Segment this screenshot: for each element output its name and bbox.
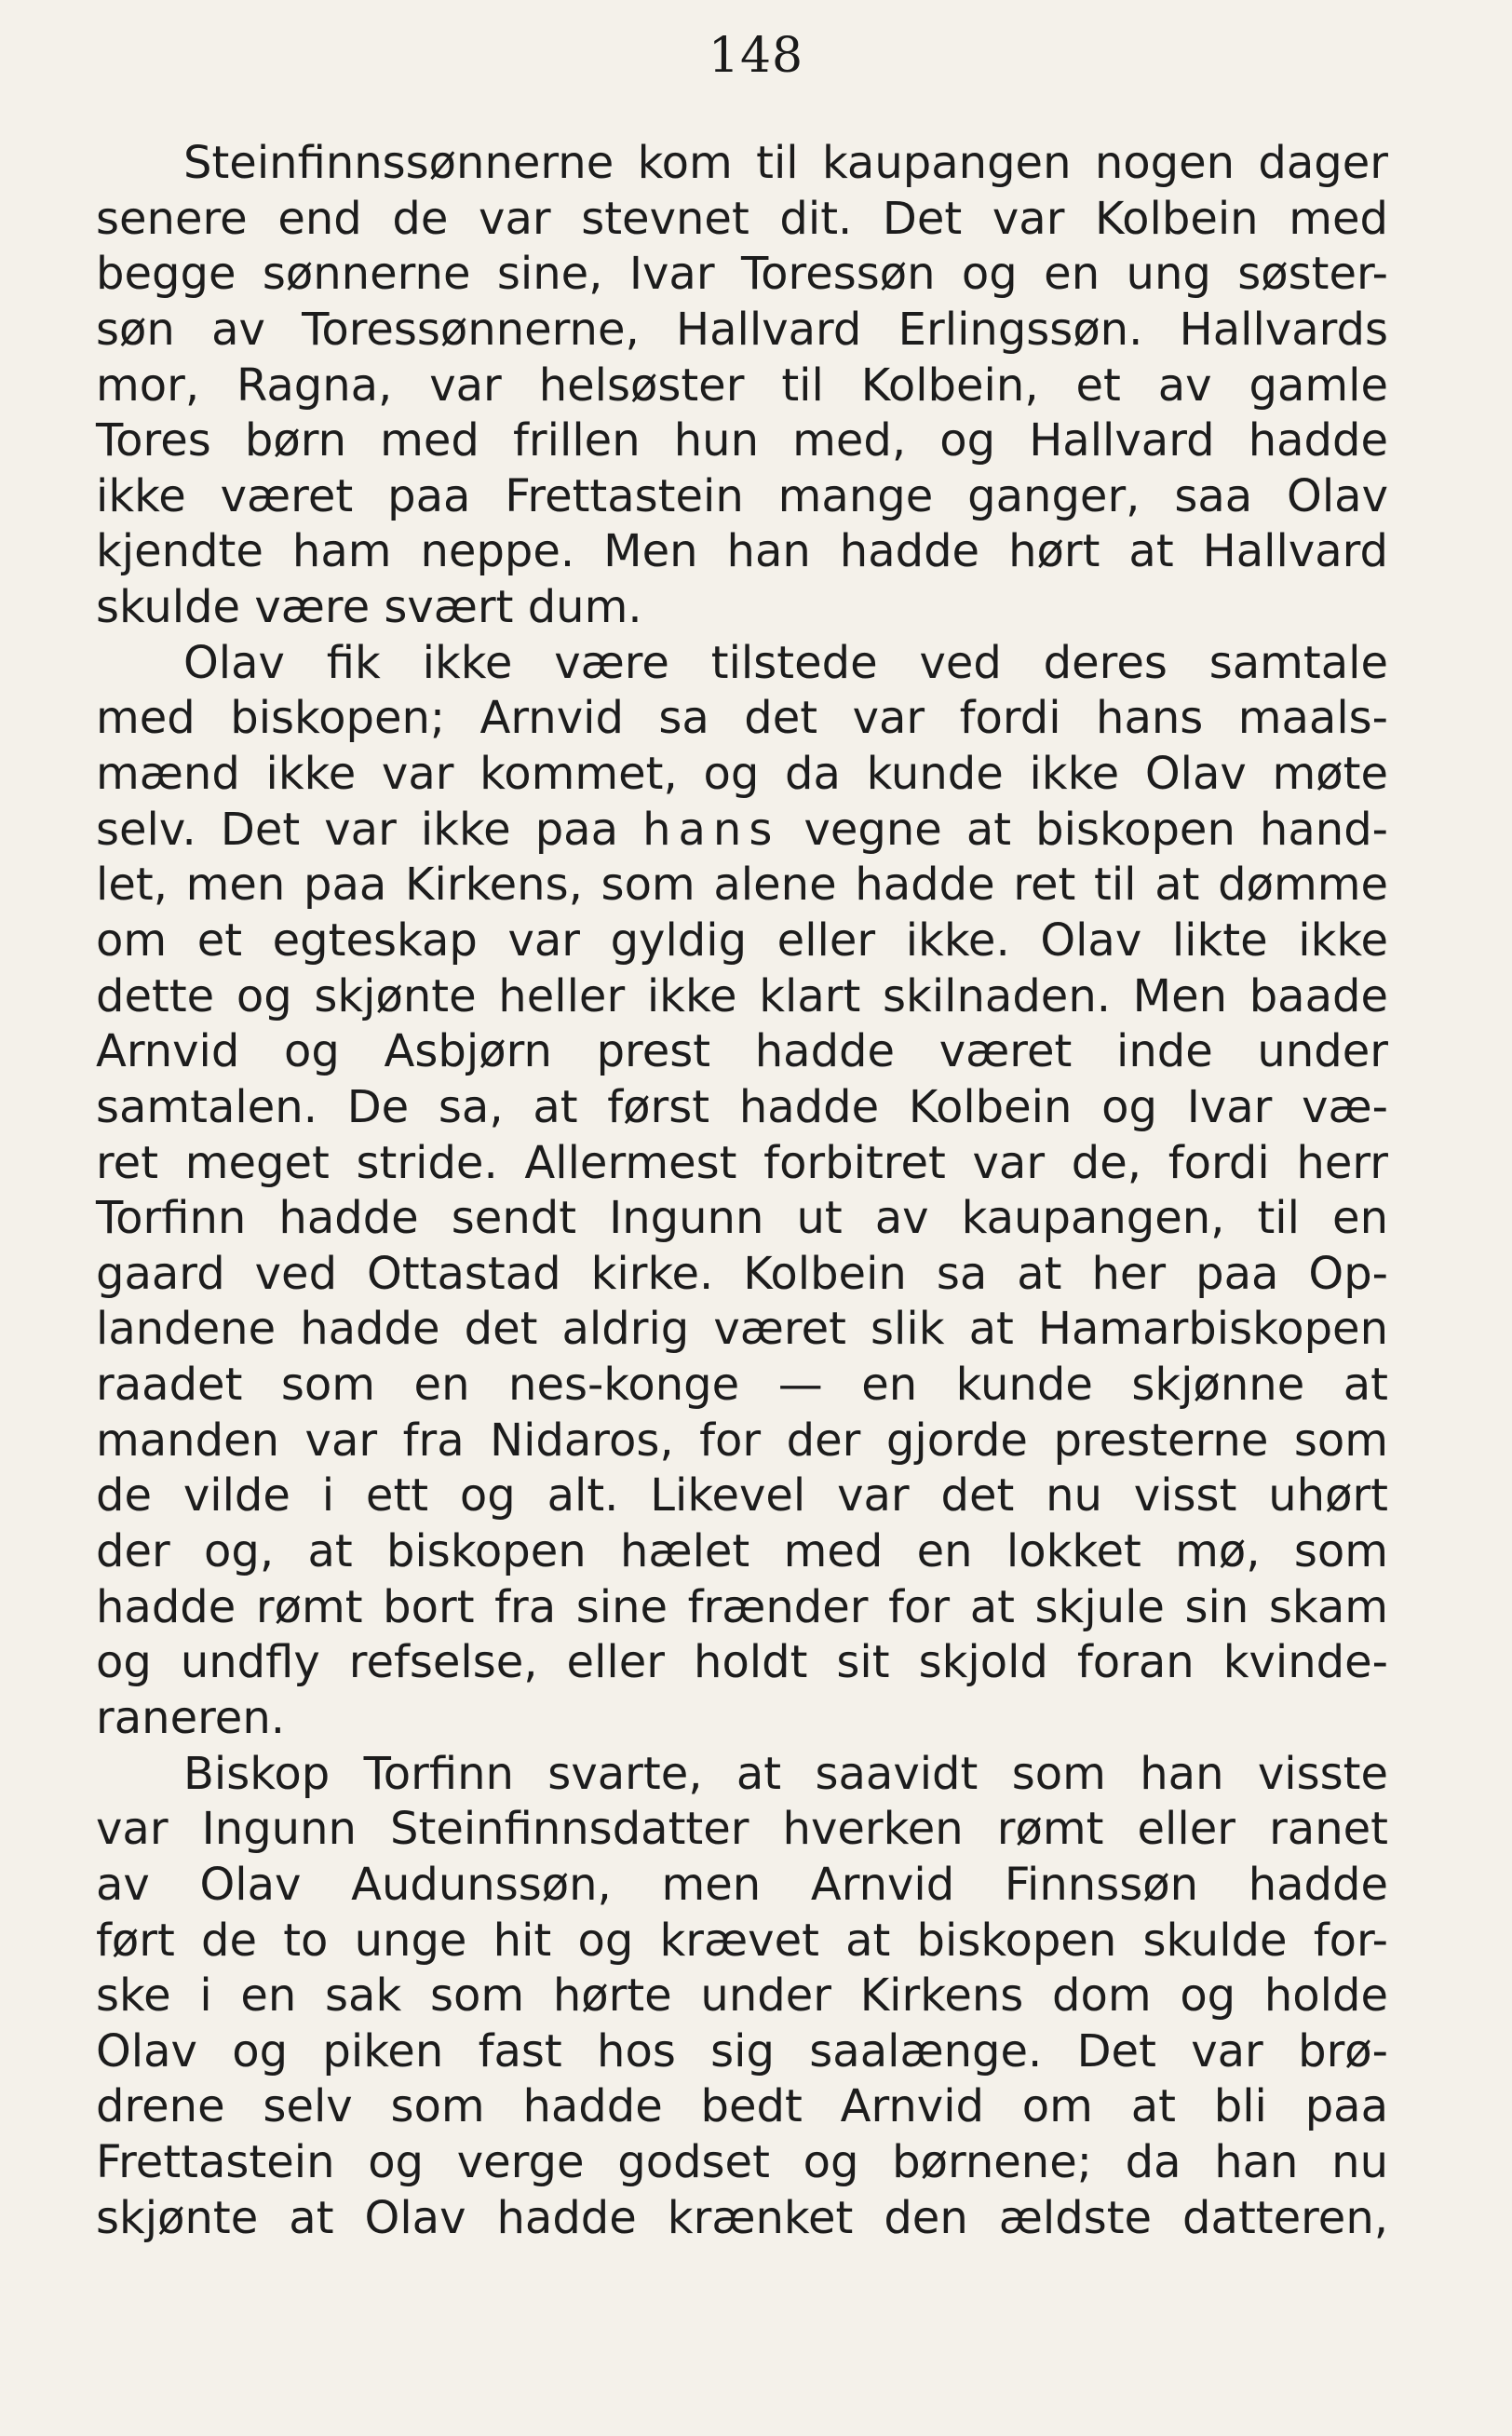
text-line: let, men paa Kirkens, som alene hadde ret til at dømme [96,859,1388,912]
text-line: søn av Toressønnerne, Hallvard Erlingssøn. Hallvards [96,303,1388,356]
text-line: ført de to unge hit og krævet at biskopen skulde for- [96,1914,1388,1967]
text-line: dette og skjønte heller ikke klart skilnaden. Men baade [96,969,1388,1022]
text-line: landene hadde det aldrig været slik at Hamarbiskopen [96,1303,1388,1356]
text-line: hadde rømt bort fra sine frænder for at skjule sin skam [96,1580,1388,1633]
text-segment: selv. Det var ikke paa [96,803,619,856]
text-line: kjendte ham neppe. Men han hadde hørt at Hallvard [96,525,1388,578]
text-line: Torfinn hadde sendt Ingunn ut av kaupangen, til en [96,1192,1388,1245]
page-number: 148 [708,28,804,84]
text-line: gaard ved Ottastad kirke. Kolbein sa at her paa Op- [96,1247,1388,1300]
text-line: og undfly refselse, eller holdt sit skjold foran kvinde- [96,1636,1388,1689]
text-line: skulde være svært dum. [96,581,642,634]
text-line: samtalen. De sa, at først hadde Kolbein og Ivar væ- [96,1080,1388,1133]
text-line: Frettastein og verge godset og børnene; da han nu [96,2136,1388,2189]
text-line: skjønte at Olav hadde krænket den ældste datteren, [96,2191,1388,2244]
text-line-emphasis [96,803,1388,859]
body-text [96,136,1388,2246]
text-line: der og, at biskopen hælet med en lokket mø, som [96,1525,1388,1578]
text-line: ikke været paa Frettastein mange ganger, saa Olav [96,469,1388,522]
text-line: de vilde i ett og alt. Likevel var det nu visst uhørt [96,1469,1388,1522]
text-line: var Ingunn Steinfinnsdatter hverken rømt eller ranet [96,1803,1388,1856]
text-line: raadet som en nes-konge — en kunde skjønne at [96,1359,1388,1412]
text-line: drene selv som hadde bedt Arnvid om at bli paa [96,2080,1388,2133]
text-segment: vegne at biskopen hand- [803,803,1388,856]
text-line: mor, Ragna, var helsøster til Kolbein, et av gamle [96,359,1388,412]
spaced-emphasis: hans [642,803,780,856]
text-line: Olav og piken fast hos sig saalænge. Det var brø- [96,2024,1388,2077]
text-line: av Olav Audunssøn, men Arnvid Finnssøn hadde [96,1858,1388,1911]
text-line: raneren. [96,1691,285,1744]
text-line: Arnvid og Asbjørn prest hadde været inde under [96,1025,1388,1078]
text-line: mænd ikke var kommet, og da kunde ikke Olav møte [96,748,1388,801]
text-line: Steinfinnssønnerne kom til kaupangen nogen dager [183,137,1388,189]
text-line: ske i en sak som hørte under Kirkens dom og holde [96,1969,1388,2023]
text-line: ret meget stride. Allermest forbitret var de, fordi herr [96,1136,1388,1189]
text-line: med biskopen; Arnvid sa det var fordi hans maals- [96,692,1388,745]
text-line: Biskop Torfinn svarte, at saavidt som han visste [183,1747,1388,1800]
text-line: manden var fra Nidaros, for der gjorde presterne som [96,1414,1388,1467]
text-line: om et egteskap var gyldig eller ikke. Olav likte ikke [96,914,1388,967]
text-line: begge sønnerne sine, Ivar Toressøn og en ung søster- [96,248,1388,301]
text-line: Tores børn med frillen hun med, og Hallvard hadde [96,414,1388,467]
text-line: Olav fik ikke være tilstede ved deres samtale [183,636,1388,689]
text-line: senere end de var stevnet dit. Det var Kolbein med [96,192,1388,245]
